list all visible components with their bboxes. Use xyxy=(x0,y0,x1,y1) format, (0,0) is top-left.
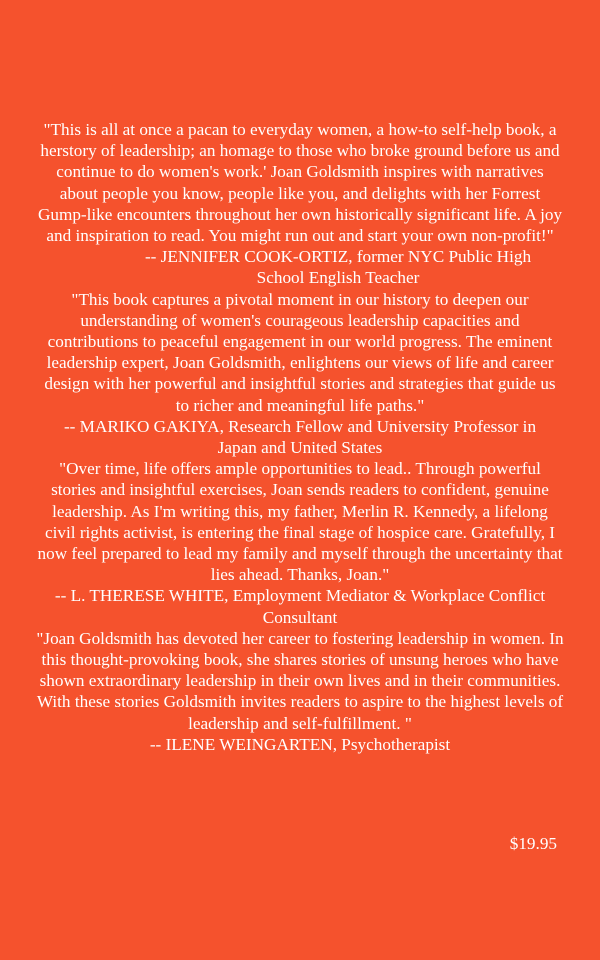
blurb-quote: "Joan Goldsmith has devoted her career to fostering leadership in women. In this thought-provoking book, she shares stories of unsung heroes who have shown extraordinary leadership in their own lives and in their communities. With these stories Goldsmith invites readers to aspire to the highest levels of leadership and self-fulfillment. " xyxy=(36,628,564,733)
blurb-attribution: -- MARIKO GAKIYA, Research Fellow and University Professor in Japan and United States xyxy=(63,416,537,458)
testimonials xyxy=(36,119,564,755)
blurb-attribution: -- ILENE WEINGARTEN, Psychotherapist xyxy=(149,734,451,754)
blurb-quote: "This is all at once a pacan to everyday women, a how-to self-help book, a herstory of leadership; an homage to those who broke ground before us and continue to do women's work.' Joan Goldsmith inspires with narratives about people you know, people like you, and delights with her Forrest Gump-like encounters throughout her own historically significant life. A joy and inspiration to read. You might run out and start your own non-profit!" xyxy=(37,120,563,246)
blurb-attribution: -- JENNIFER COOK-ORTIZ, former NYC Public High School English Teacher xyxy=(144,247,532,288)
price-label: $19.95 xyxy=(509,834,557,853)
blurb-quote: "This book captures a pivotal moment in our history to deepen our understanding of women's courageous leadership capacities and contributions to peaceful engagement in our world progress. The eminent leadership expert, Joan Goldsmith, enlightens our views of life and career design with her powerful and insightful stories and strategies that guide us to richer and meaningful life paths." xyxy=(44,289,556,415)
blurb-quote: "Over time, life offers ample opportunities to lead.. Through powerful stories and insightful exercises, Joan sends readers to confident, genuine leadership. As I'm writing this, my father, Merlin R. Kennedy, a lifelong civil rights activist, is entering the final stage of hospice care. Gratefully, I now feel prepared to lead my family and myself through the uncertainty that lies ahead. Thanks, Joan." xyxy=(37,459,563,585)
blurb-attribution: -- L. THERESE WHITE, Employment Mediator & Workplace Conflict Consultant xyxy=(54,586,546,627)
